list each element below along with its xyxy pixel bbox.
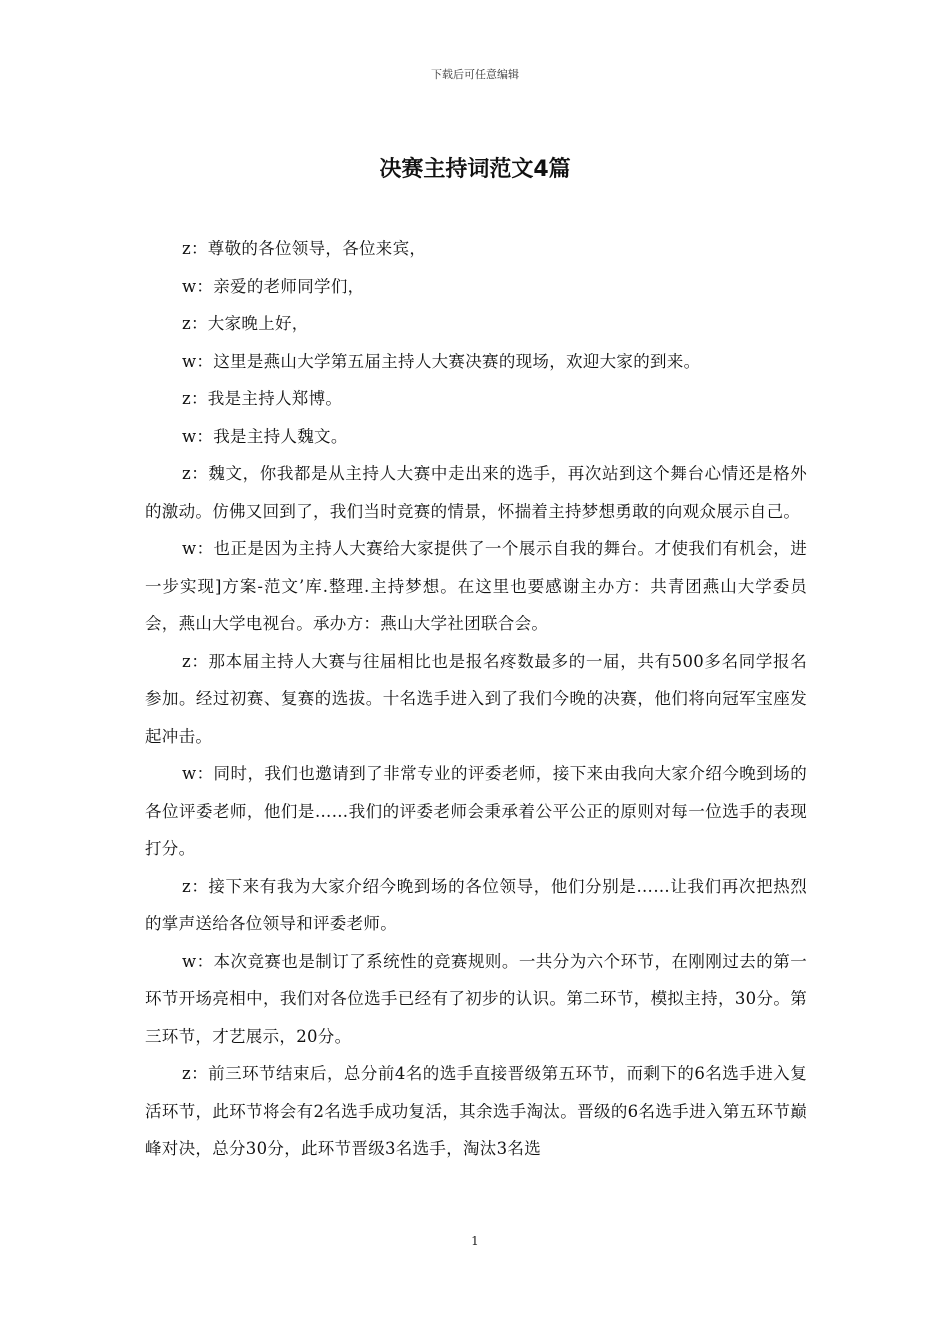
- paragraph: w：这里是燕山大学第五届主持人大赛决赛的现场，欢迎大家的到来。: [182, 351, 701, 371]
- document-body: [145, 230, 807, 1168]
- page-title: 决赛主持词范文4篇: [379, 157, 571, 182]
- page-header-note: 下载后可任意编辑: [431, 68, 519, 81]
- paragraph: w：同时，我们也邀请到了非常专业的评委老师，接下来由我向大家介绍今晚到场的各位评委老师，他们是……我们的评委老师会秉承着公平公正的原则对每一位选手的表现打分。: [145, 764, 807, 858]
- paragraph: z：我是主持人郑博。: [182, 389, 343, 408]
- paragraph: w：本次竞赛也是制订了系统性的竞赛规则。一共分为六个环节，在刚刚过去的第一环节开场亮相中，我们对各位选手已经有了初步的认识。第二环节，模拟主持，30分。第三环节，才艺展示，20分。: [145, 951, 807, 1046]
- paragraph: w：亲爱的老师同学们，: [182, 276, 365, 296]
- paragraph: w：也正是因为主持人大赛给大家提供了一个展示自我的舞台。才使我们有机会，进一步实现]方案-范文’库.整理.主持梦想。在这里也要感谢主办方：共青团燕山大学委员会，燕山大学电视台。承办方：燕山大学社团联合会。: [145, 539, 807, 633]
- paragraph: z：尊敬的各位领导，各位来宾，: [182, 239, 427, 258]
- paragraph: z：大家晚上好，: [182, 314, 309, 333]
- paragraph: w：我是主持人魏文。: [182, 426, 348, 446]
- paragraph: z：那本届主持人大赛与往届相比也是报名疼数最多的一届，共有500多名同学报名参加。经过初赛、复赛的选拔。十名选手进入到了我们今晚的决赛，他们将向冠军宝座发起冲击。: [145, 651, 807, 746]
- paragraph: z：接下来有我为大家介绍今晚到场的各位领导，他们分别是……让我们再次把热烈的掌声送给各位领导和评委老师。: [145, 876, 807, 933]
- page-number: 1: [471, 1234, 479, 1248]
- paragraph: z：前三环节结束后，总分前4名的选手直接晋级第五环节，而剩下的6名选手进入复活环节，此环节将会有2名选手成功复活，其余选手淘汰。晋级的6名选手进入第五环节巅峰对决，总分30分，此环节晋级3名选手，淘汰3名选: [145, 1064, 807, 1158]
- paragraph: z：魏文，你我都是从主持人大赛中走出来的选手，再次站到这个舞台心情还是格外的激动。仿佛又回到了，我们当时竞赛的情景，怀揣着主持梦想勇敢的向观众展示自己。: [145, 464, 807, 521]
